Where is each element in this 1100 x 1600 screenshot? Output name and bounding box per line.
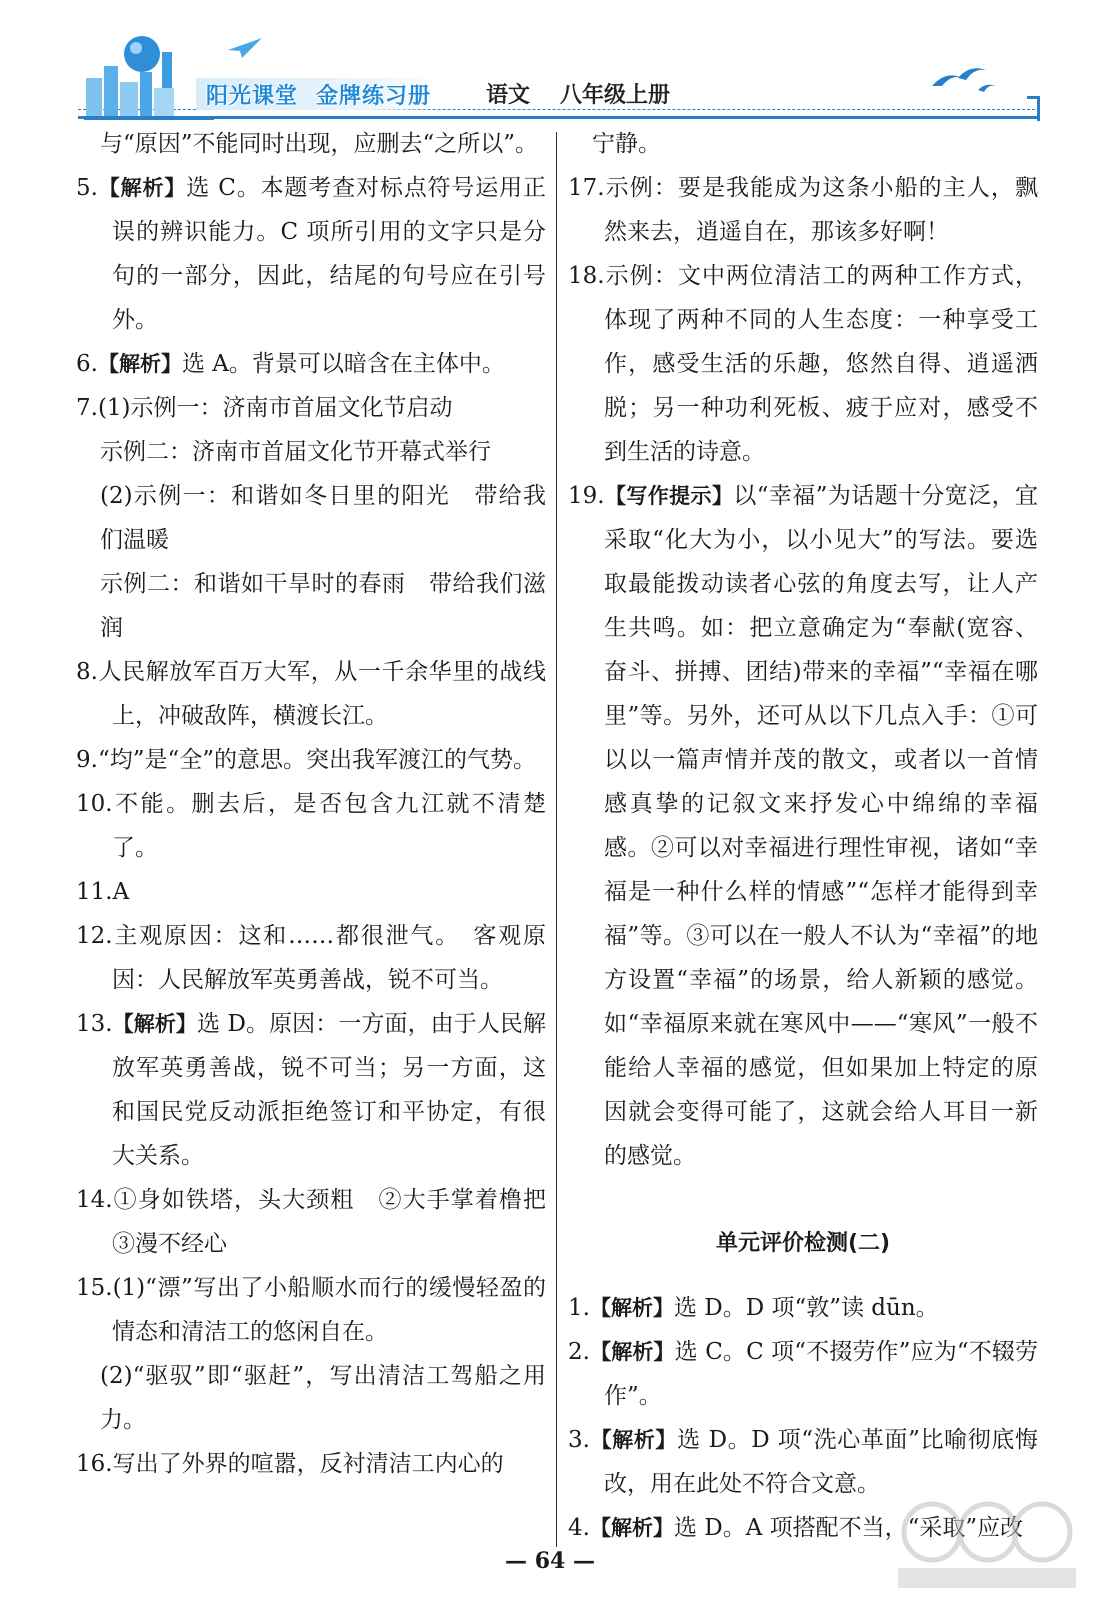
answer-item — [76, 474, 546, 562]
answer-item — [568, 122, 1038, 166]
answer-number: 9. — [76, 747, 98, 773]
answer-text: 选 C。本题考查对标点符号运用正误的辨识能力。C 项所引用的文字只是分句的一部分，因此，结尾的句号应在引号外。 — [112, 175, 546, 333]
subject-grade-label — [486, 78, 670, 109]
brand-name-right: 金牌练习册 — [316, 83, 432, 109]
answer-text: 以“幸福”为话题十分宽泛，宜采取“化大为小，以小见大”的写法。要选取最能拨动读者心弦的角度去写，让人产生共鸣。如：把立意确定为“奉献(宽容、奋斗、拼搏、团结)带来的幸福”“幸福在哪里”等。另外，还可从以下几点入手：①可以以一篇声情并茂的散文，或者以一首情感真挚的记叙文来抒发心中绵绵的幸福感。②可以对幸福进行理性审视，诸如“幸福是一种什么样的情感”“怎样才能得到幸福”等。③可以在一般人不认为“幸福”的地方设置“幸福”的场景，给人新颖的感觉。如“幸福原来就在寒风中——“寒风”一般不能给人幸福的感觉，但如果加上特定的原因就会变得可能了，这就会给人耳目一新的感觉。 — [604, 483, 1038, 1169]
answer-item — [76, 1178, 569, 1266]
answer-text: 不能。删去后，是否包含九江就不清楚了。 — [112, 791, 546, 861]
answer-item — [76, 342, 546, 386]
answer-text: 示例二：济南市首届文化节开幕式举行 — [100, 439, 491, 465]
answer-tag: 【解析】 — [97, 352, 182, 376]
answer-number: 18. — [568, 263, 605, 289]
header-rule-endcap — [1027, 96, 1040, 121]
answer-item — [76, 1354, 546, 1442]
answer-number: 16. — [76, 1451, 113, 1477]
answer-item — [76, 1442, 546, 1486]
answer-item — [76, 562, 546, 650]
answer-text: ①身如铁塔，头大颈粗 ②大手掌着橹把 ③漫不经心 — [112, 1187, 569, 1257]
answer-tag: 【解析】 — [97, 176, 187, 200]
subject-label: 语文 — [486, 83, 531, 108]
answer-item — [76, 386, 546, 430]
answer-item — [76, 738, 546, 782]
answer-text: A — [112, 879, 130, 905]
answer-text: (2)示例一：和谐如冬日里的阳光 带给我们温暖 — [100, 483, 546, 553]
flying-birds-icon — [928, 60, 998, 100]
answer-text: 宁静。 — [592, 131, 661, 157]
answer-text: 选 D。D 项“洗心革面”比喻彻底悔改，用在此处不符合文意。 — [604, 1427, 1038, 1497]
brand-title — [196, 78, 441, 110]
section-title: 单元评价检测(二) — [715, 1231, 891, 1256]
watermark-logo-icon — [892, 1492, 1082, 1592]
page-number: — 64 — — [505, 1548, 595, 1574]
answer-text: 主观原因：这和……都很泄气。 客观原因：人民解放军英勇善战，锐不可当。 — [112, 923, 546, 993]
answer-text: 示例：文中两位清洁工的两种工作方式，体现了两种不同的人生态度：一种享受工作，感受生活的乐趣，悠然自得、逍遥洒脱；另一种功利死板、疲于应对，感受不到生活的诗意。 — [604, 263, 1038, 465]
answer-number: 10. — [76, 791, 113, 817]
answer-number: 11. — [76, 879, 113, 905]
answer-item — [76, 430, 546, 474]
answer-tag: 【解析】 — [112, 1012, 197, 1036]
answer-text: 与“原因”不能同时出现，应删去“之所以”。 — [100, 131, 539, 157]
answer-text: (2)“驱驭”即“驱赶”，写出清洁工驾船之用力。 — [100, 1363, 546, 1433]
answer-tag: 【解析】 — [589, 1516, 674, 1540]
answer-number: 14. — [76, 1187, 113, 1213]
answer-item — [76, 914, 546, 1002]
grade-label: 八年级上册 — [560, 83, 671, 108]
answer-item — [76, 782, 546, 870]
answer-item — [568, 1286, 1038, 1330]
answer-text: 选 D。D 项“敦”读 dūn。 — [673, 1295, 939, 1321]
answer-number: 13. — [76, 1011, 113, 1037]
brand-logo-illustration-icon — [84, 32, 214, 120]
right-column — [568, 122, 1038, 1550]
answer-number: 8. — [76, 659, 98, 685]
paper-plane-icon — [228, 38, 262, 58]
answer-item — [76, 122, 546, 166]
answer-number: 12. — [76, 923, 113, 949]
answer-number: 15. — [76, 1275, 113, 1301]
right-column-answers — [568, 122, 1038, 1178]
left-column — [76, 122, 569, 1486]
answer-text: “均”是“全”的意思。突出我军渡江的气势。 — [97, 747, 536, 773]
answer-number: 7. — [76, 395, 98, 421]
answer-tag: 【写作提示】 — [604, 484, 734, 508]
answer-number: 17. — [568, 175, 605, 201]
answer-text: (1)“漂”写出了小船顺水而行的缓慢轻盈的情态和清洁工的悠闲自在。 — [112, 1275, 546, 1345]
answer-text: 示例二：和谐如干旱时的春雨 带给我们滋润 — [100, 571, 546, 641]
answer-text: 选 D。A 项搭配不当，“采取”应改 — [673, 1515, 1024, 1541]
answer-text: 选 C。C 项“不掇劳作”应为“不辍劳作”。 — [604, 1339, 1039, 1409]
answer-number: 1. — [568, 1295, 590, 1321]
answer-text: 人民解放军百万大军，从一千余华里的战线上，冲破敌阵，横渡长江。 — [97, 659, 546, 729]
answer-item — [76, 1002, 546, 1178]
answer-text: (1)示例一：济南市首届文化节启动 — [97, 395, 453, 421]
answer-tag: 【解析】 — [589, 1428, 678, 1452]
answer-item — [568, 474, 1038, 1178]
page-header — [0, 0, 1100, 130]
answer-number: 6. — [76, 351, 98, 377]
answer-item — [76, 1266, 546, 1354]
answer-text: 选 A。背景可以暗含在主体中。 — [181, 351, 505, 377]
answer-text: 示例：要是我能成为这条小船的主人，飘然来去，逍遥自在，那该多好啊！ — [604, 175, 1038, 245]
answer-number: 2. — [568, 1339, 590, 1365]
answer-item — [76, 870, 546, 914]
answer-item — [568, 1330, 1038, 1418]
answer-number: 3. — [568, 1427, 590, 1453]
answer-tag: 【解析】 — [589, 1340, 675, 1364]
column-divider — [556, 132, 557, 1547]
answer-number: 4. — [568, 1515, 590, 1541]
answer-item — [76, 166, 546, 342]
answer-item — [568, 254, 1038, 474]
answer-tag: 【解析】 — [589, 1296, 674, 1320]
answer-item — [76, 650, 546, 738]
brand-name-left: 阳光课堂 — [206, 83, 299, 109]
answer-number: 5. — [76, 175, 98, 201]
answer-number: 19. — [568, 483, 605, 509]
answer-item — [568, 166, 1038, 254]
answer-text: 写出了外界的喧嚣，反衬清洁工内心的 — [112, 1451, 504, 1477]
answer-text: 选 D。原因：一方面，由于人民解放军英勇善战，锐不可当；另一方面，这和国民党反动派拒绝签订和平协定，有很大关系。 — [112, 1011, 546, 1169]
